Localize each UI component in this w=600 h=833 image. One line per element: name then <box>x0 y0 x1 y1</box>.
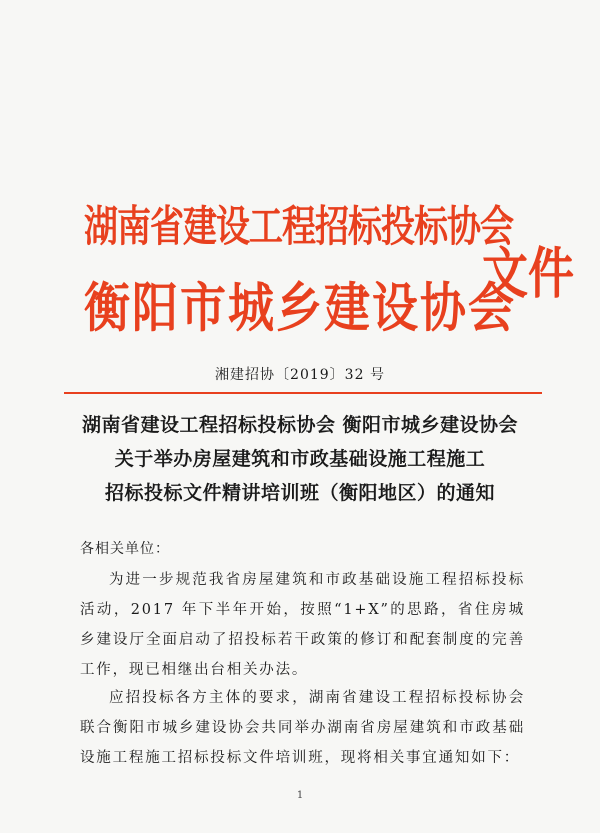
red-divider <box>64 392 542 394</box>
letterhead <box>84 178 584 348</box>
letterhead-doc-type: 文件 <box>482 240 574 306</box>
body-paragraph-2: 应招投标各方主体的要求，湖南省建设工程招标投标协会联合衡阳市城乡建设协会共同举办湖南省房屋建筑和市政基础设施工程施工招标投标文件培训班，现将相关事宜通知如下： <box>80 690 525 766</box>
letterhead-org-1: 湖南省建设工程招标投标协会 <box>84 202 513 252</box>
document-number: 湘建招协〔2019〕32 号 <box>215 367 385 383</box>
notice-title-line-1: 湖南省建设工程招标投标协会 衡阳市城乡建设协会 <box>81 414 519 436</box>
notice-title-line-2: 关于举办房屋建筑和市政基础设施工程施工 <box>114 448 486 470</box>
notice-title-line-3: 招标投标文件精讲培训班（衡阳地区）的通知 <box>104 482 495 504</box>
salutation: 各相关单位： <box>80 541 170 557</box>
letterhead-org-2: 衡阳市城乡建设协会 <box>84 276 516 339</box>
page-number: 1 <box>296 790 304 801</box>
body-paragraph-1: 为进一步规范我省房屋建筑和市政基础设施工程招标投标活动，2017 年下半年开始，按照“1+X”的思路，省住房城乡建设厅全面启动了招投标若干政策的修订和配套制度的完善工作，现已相继出台相关办法。 <box>80 572 525 678</box>
